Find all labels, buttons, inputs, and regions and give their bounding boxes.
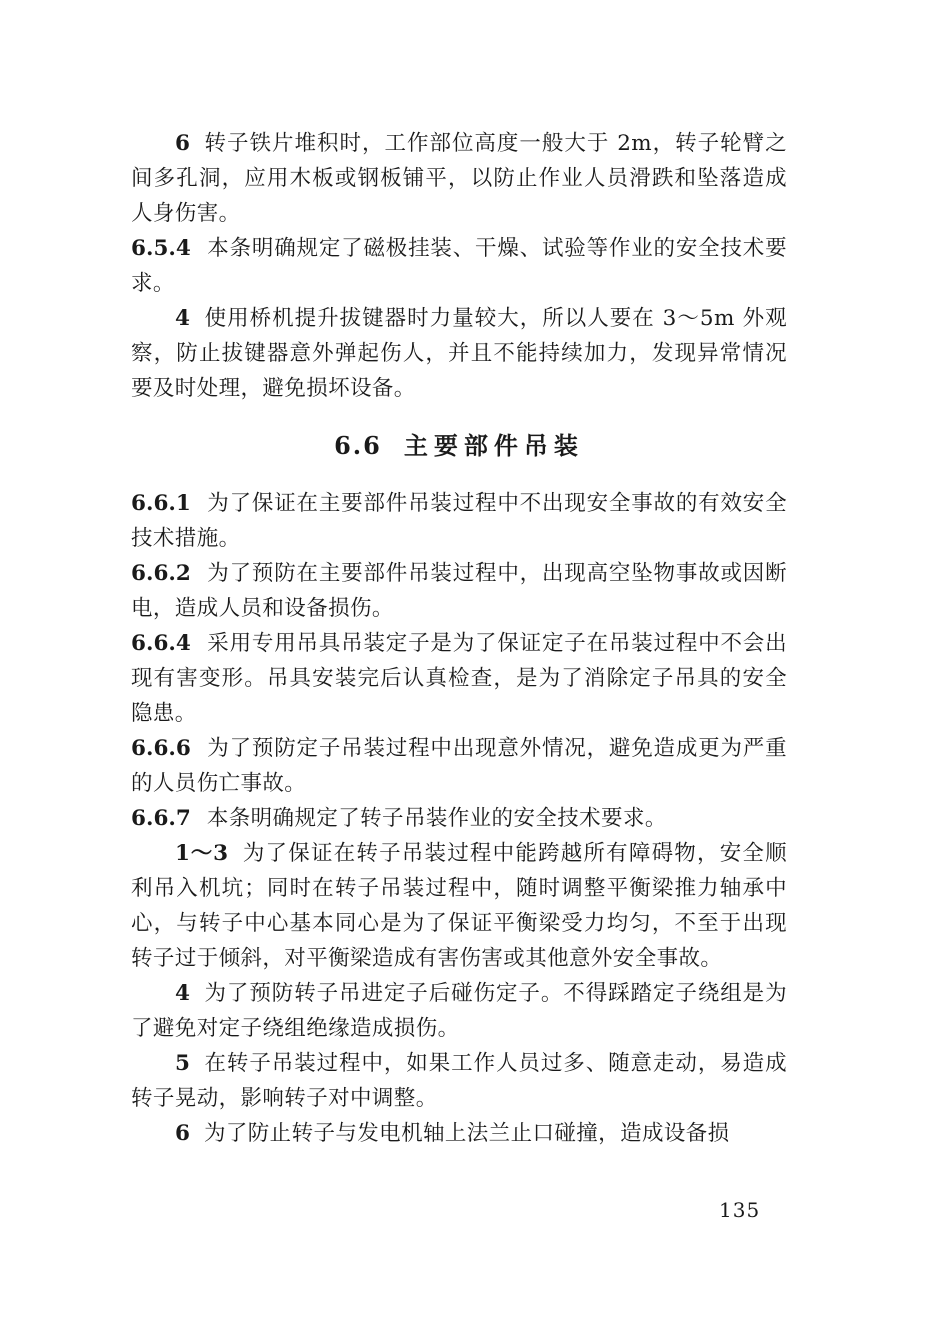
section-number: 6.6 <box>334 431 382 460</box>
clause-text: 采用专用吊具吊装定子是为了保证定子在吊装过程中不会出现有害变形。吊具安装完后认真检查，是为了消除定子吊具的安全隐患。 <box>131 631 787 726</box>
clause-paragraph <box>131 486 787 556</box>
clause-text: 本条明确规定了磁极挂装、干燥、试验等作业的安全技术要求。 <box>131 236 787 296</box>
clause-text: 为了预防定子吊装过程中出现意外情况，避免造成更为严重的人员伤亡事故。 <box>131 736 787 796</box>
clause-text: 本条明确规定了转子吊装作业的安全技术要求。 <box>206 806 667 831</box>
item-paragraph <box>131 126 787 231</box>
item-text: 转子铁片堆积时，工作部位高度一般大于 2m，转子轮臂之间多孔洞，应用木板或钢板铺平，以防止作业人员滑跌和坠落造成人身伤害。 <box>131 131 787 226</box>
item-number: 1～3 <box>175 841 229 866</box>
clause-number: 6.6.7 <box>131 806 191 831</box>
clause-paragraph <box>131 231 787 301</box>
clause-number: 6.6.1 <box>131 491 191 516</box>
clause-paragraph <box>131 731 787 801</box>
body-text <box>131 126 787 1151</box>
item-number: 4 <box>175 306 190 331</box>
clause-paragraph <box>131 626 787 731</box>
item-number: 5 <box>175 1051 190 1076</box>
item-number: 4 <box>175 981 190 1006</box>
item-paragraph <box>131 836 787 976</box>
clause-paragraph <box>131 801 787 836</box>
item-text: 在转子吊装过程中，如果工作人员过多、随意走动，易造成转子晃动，影响转子对中调整。 <box>131 1051 787 1111</box>
item-number: 6 <box>175 131 190 156</box>
clause-number: 6.6.6 <box>131 736 191 761</box>
item-text: 使用桥机提升拔键器时力量较大，所以人要在 3～5m 外观察，防止拔键器意外弹起伤人，并且不能持续加力，发现异常情况要及时处理，避免损坏设备。 <box>131 306 787 401</box>
section-heading <box>131 428 787 464</box>
item-paragraph <box>131 301 787 406</box>
section-title: 主要部件吊装 <box>403 431 584 460</box>
clause-paragraph <box>131 556 787 626</box>
clause-number: 6.6.2 <box>131 561 191 586</box>
item-paragraph <box>131 1116 787 1151</box>
item-paragraph <box>131 1046 787 1116</box>
item-text: 为了保证在转子吊装过程中能跨越所有障碍物，安全顺利吊入机坑；同时在转子吊装过程中，随时调整平衡梁推力轴承中心，与转子中心基本同心是为了保证平衡梁受力均匀，不至于出现转子过于倾斜，对平衡梁造成有害伤害或其他意外安全事故。 <box>131 841 788 971</box>
clause-number: 6.6.4 <box>131 631 191 656</box>
item-paragraph <box>131 976 787 1046</box>
clause-number: 6.5.4 <box>131 236 191 261</box>
item-text: 为了防止转子与发电机轴上法兰止口碰撞，造成设备损 <box>203 1121 730 1146</box>
item-text: 为了预防转子吊进定子后碰伤定子。不得踩踏定子绕组是为了避免对定子绕组绝缘造成损伤。 <box>131 981 787 1041</box>
clause-text: 为了保证在主要部件吊装过程中不出现安全事故的有效安全技术措施。 <box>131 491 787 551</box>
item-number: 6 <box>175 1121 190 1146</box>
page-number: 135 <box>719 1198 761 1222</box>
clause-text: 为了预防在主要部件吊装过程中，出现高空坠物事故或因断电，造成人员和设备损伤。 <box>131 561 787 621</box>
